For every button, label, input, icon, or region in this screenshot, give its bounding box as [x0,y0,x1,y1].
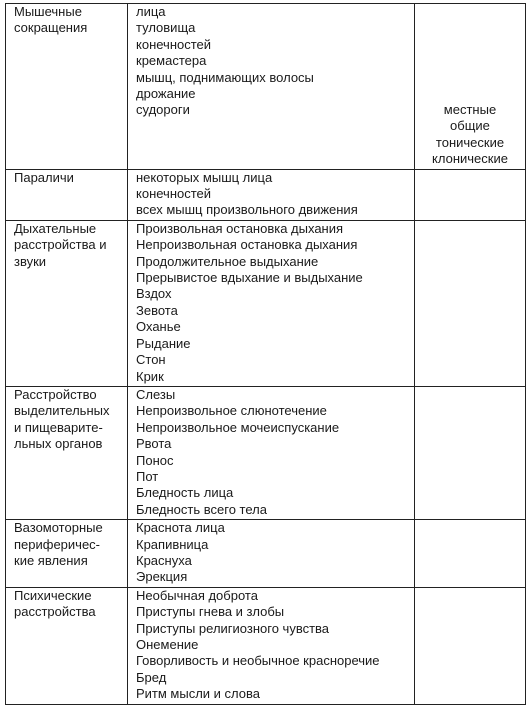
symptom-item: Краснота лица [136,520,225,536]
symptom-item: Бледность лица [136,485,234,501]
items-cell [128,587,415,704]
symptom-item: Крик [136,368,164,384]
symptom-item: Приступы религиозного чувства [136,620,330,636]
category-label: Психические расстройства [14,587,96,620]
items-cell [128,4,415,170]
category-cell [6,4,128,170]
symptom-item: Приступы гнева и злобы [136,604,285,620]
symptom-item: мышц, поднимающих волосы [136,69,314,85]
category-label: Мышечные сокращения [14,4,88,36]
note-item: общие [450,118,490,134]
notes-spacer [415,4,525,102]
symptom-item: конечностей [136,186,212,202]
category-label: Расстройство выделительных и пищеварите- льных органов [14,386,110,452]
category-cell [6,587,128,704]
category-label: Вазомоторные периферичес- кие явления [14,520,103,568]
note-item: местные [443,102,497,117]
symptom-item: Оханье [136,319,181,335]
notes-cell [415,587,526,704]
table-body [6,4,526,705]
symptom-item: Непроизвольное слюнотечение [136,403,327,419]
symptom-item: Непроизвольное мочеиспускание [136,419,340,435]
items-cell [128,169,415,220]
symptom-item: Понос [136,452,174,468]
symptom-item: Бред [136,669,167,685]
symptom-item: Крапивница [136,536,209,552]
table-row [6,220,526,386]
notes-block [432,102,508,168]
symptom-item: Эрекция [136,569,188,585]
symptom-item: Стон [136,352,166,368]
symptom-item: некоторых мышц лица [136,169,273,185]
symptom-table [5,3,526,705]
symptom-item: Произвольная остановка дыхания [136,220,344,236]
category-cell [6,169,128,220]
table-row [6,520,526,588]
symptom-item: Слезы [136,386,176,402]
symptom-item: туловища [136,20,196,36]
symptom-item: Говорливость и необычное красноречие [136,653,380,669]
symptom-item: Рыдание [136,335,191,351]
symptom-item: Онемение [136,637,199,652]
symptom-item: лица [136,4,166,19]
symptom-item: всех мышц произвольного движения [136,202,358,218]
symptom-item: Краснуха [136,552,192,568]
symptom-item: Вздох [136,286,172,302]
note-item: клонические [432,151,508,167]
symptom-item: Прерывистое вдыхание и выдыхание [136,270,363,286]
symptom-item: дрожание [136,86,196,102]
symptom-item: Рвота [136,436,172,452]
category-cell [6,520,128,588]
symptom-item: кремастера [136,53,207,69]
symptom-item: Продолжительное выдыхание [136,253,319,269]
note-item: тонические [435,134,505,150]
table-row [6,169,526,220]
symptom-item: Бледность всего тела [136,501,267,517]
table-row [6,386,526,519]
notes-cell [415,520,526,588]
category-label: Параличи [14,169,74,185]
category-label: Дыхательные расстройства и звуки [14,220,107,269]
notes-cell [415,386,526,519]
table-row [6,587,526,704]
items-cell [128,220,415,386]
category-cell [6,220,128,386]
symptom-item: конечностей [136,36,212,52]
symptom-item: Зевота [136,302,178,318]
notes-cell [415,220,526,386]
symptom-item: Пот [136,468,159,484]
notes-cell [415,169,526,220]
table-row [6,4,526,170]
category-cell [6,386,128,519]
items-cell [128,520,415,588]
symptom-item: судороги [136,102,190,118]
symptom-item: Необычная доброта [136,587,258,603]
items-cell [128,386,415,519]
notes-cell [415,4,526,170]
symptom-item: Непроизвольная остановка дыхания [136,237,358,253]
symptom-item: Ритм мысли и слова [136,686,261,702]
